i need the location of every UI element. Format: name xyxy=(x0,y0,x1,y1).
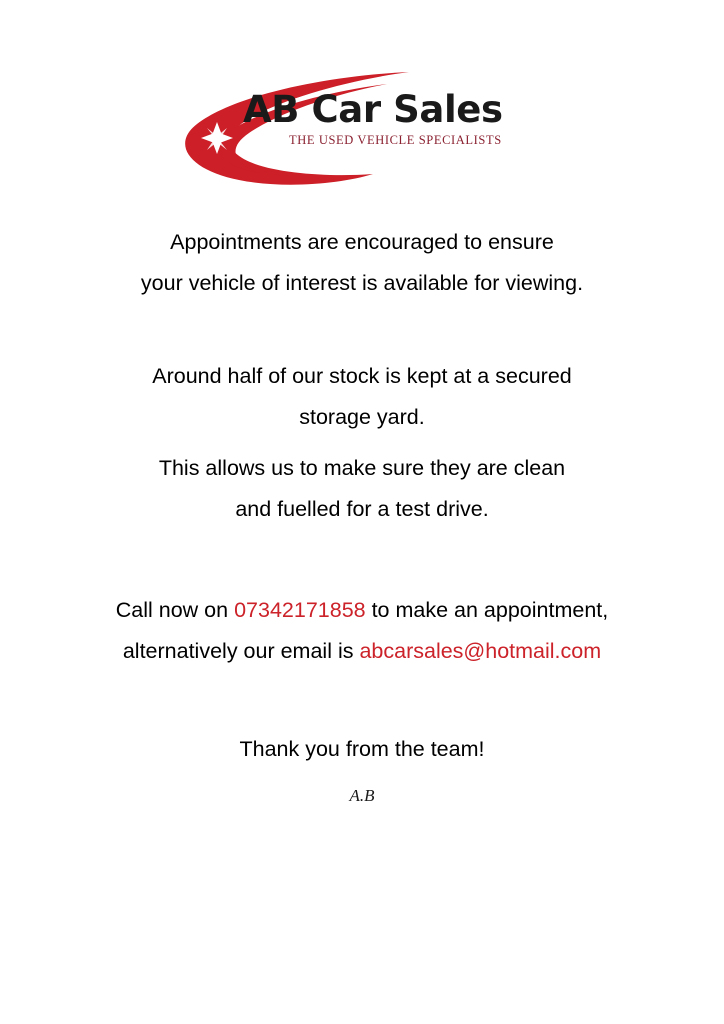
call-suffix: to make an appointment, xyxy=(365,598,609,622)
notice-line-4: storage yard. xyxy=(299,405,425,429)
logo-title: AB Car Sales xyxy=(243,88,503,131)
notice-line-1: Appointments are encouraged to ensure xyxy=(170,230,554,254)
notice-body xyxy=(0,222,724,806)
spacer xyxy=(0,304,724,356)
email-address[interactable]: abcarsales@hotmail.com xyxy=(359,639,602,663)
email-line xyxy=(0,631,724,672)
spacer xyxy=(0,530,724,590)
notice-line-3: Around half of our stock is kept at a secured xyxy=(152,364,572,388)
notice-line-6: and fuelled for a test drive. xyxy=(235,497,489,521)
logo-tagline-text: THE USED VEHICLE SPECIALISTS xyxy=(289,133,502,147)
spacer xyxy=(0,438,724,448)
notice-line-5: This allows us to make sure they are clean xyxy=(158,456,566,480)
email-prefix: alternatively our email is xyxy=(122,639,360,663)
spacer xyxy=(0,672,724,732)
call-prefix: Call now on xyxy=(115,598,235,622)
signature: A.B xyxy=(349,786,375,805)
notice-line-2: your vehicle of interest is available for viewing. xyxy=(140,271,584,295)
logo-tagline xyxy=(289,133,533,148)
call-line xyxy=(0,590,724,631)
company-logo xyxy=(0,62,724,192)
thanks-line: Thank you from the team! xyxy=(239,737,485,761)
phone-number[interactable]: 07342171858 xyxy=(234,598,366,622)
